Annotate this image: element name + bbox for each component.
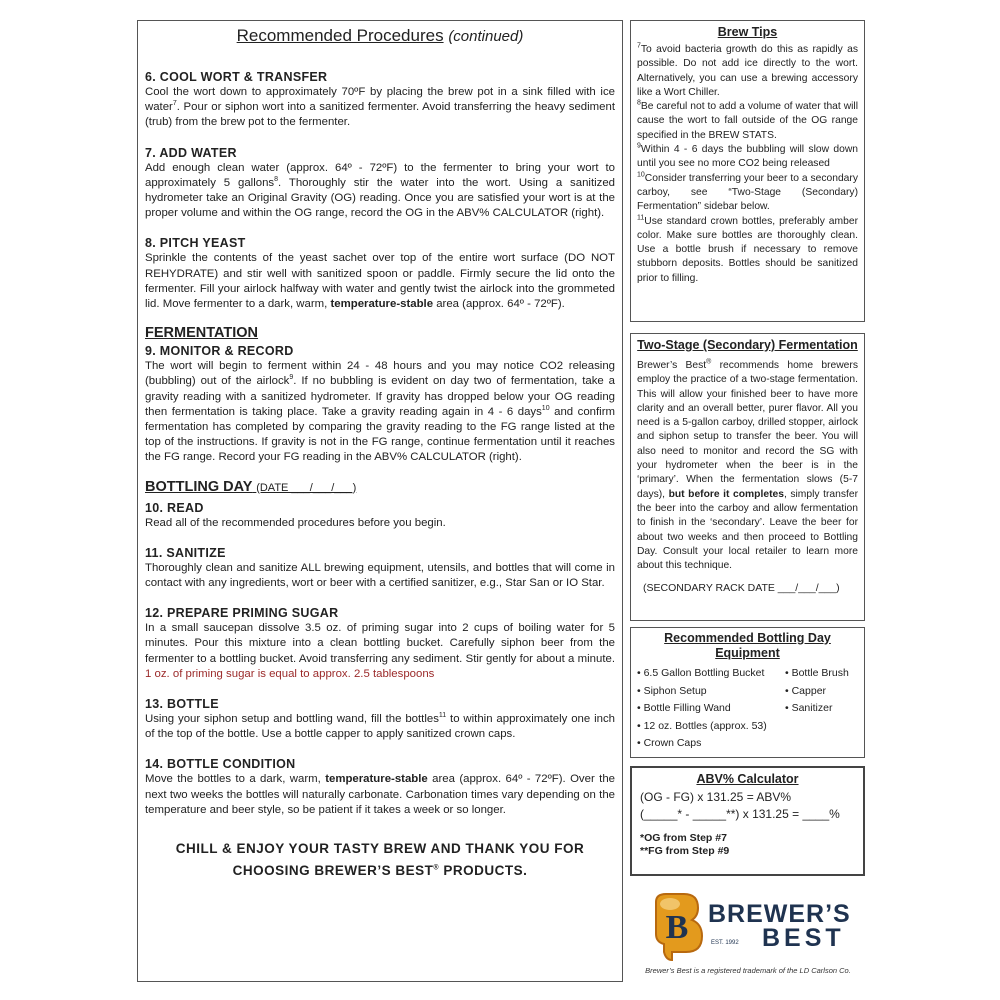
list-item: • 6.5 Gallon Bottling Bucket xyxy=(637,667,765,679)
priming-sugar-note: 1 oz. of priming sugar is equal to approx. 2.5 tablespoons xyxy=(145,667,435,680)
abv-title: ABV% Calculator xyxy=(696,772,799,786)
brew-tips-title: Brew Tips xyxy=(717,25,778,39)
step-body: Add enough clean water (approx. 64º - 72ºF) to the fermenter to bring your wort to approximately 5 gallons$^8$. Thoroughly stir the water into the wort. Using a sanitized hydrometer take an Original Gravity (OG) reading. Once you are satisfied your wort is at the proper volume and within the OG range, record the OG in the ABV% CALCULATOR (right). xyxy=(145,161,616,220)
equipment-panel xyxy=(630,627,865,758)
brew-tip: $^8$Be careful not to add a volume of water that will cause the wort to fall outside of the OG range specified in the BREW STATS. xyxy=(637,99,858,141)
list-item: • Siphon Setup xyxy=(637,684,707,697)
step-11 xyxy=(145,546,615,591)
brew-tips-panel xyxy=(630,20,865,322)
two-stage-title: Two-Stage (Secondary) Fermentation xyxy=(637,338,858,352)
step-heading: 6. COOL WORT & TRANSFER xyxy=(145,70,328,84)
step-9 xyxy=(145,344,615,465)
logo-word-best: BEST xyxy=(762,924,845,952)
procedures-panel xyxy=(137,20,623,982)
logo-badge-letter: B xyxy=(665,909,689,946)
step-7 xyxy=(145,146,615,222)
brew-tip: $^9$Within 4 - 6 days the bubbling will slow down until you see no more CO2 being released xyxy=(637,142,858,170)
equipment-list-right xyxy=(785,665,849,753)
secondary-rack-date-field: (SECONDARY RACK DATE ___/___/___) xyxy=(643,582,840,595)
step-heading: 8. PITCH YEAST xyxy=(145,236,246,251)
step-body: The wort will begin to ferment within 24 - 48 hours and you may notice CO2 releasing (bubbling) out of the airlock$^9$. If no bubbling is evident on day two of fermentation, take a gravity reading with a sanitized hydrometer. If gravity has dropped below your OG reading then fermentation is taking place. Take a gravity reading again in 4 - 6 days$^{10}$ and confirm fermentation has completed by comparing the gravity reading to the FG range listed at the top of the instructions. If gravity is not in the FG range, continue fermentation until it reaches the FG range. Record your FG reading in the ABV% CALCULATOR (right). xyxy=(145,360,615,464)
step-heading: 14. BOTTLE CONDITION xyxy=(145,757,296,772)
section-bottling-day: BOTTLING DAY (DATE ___/___/___) xyxy=(145,478,357,495)
step-12 xyxy=(145,606,615,682)
step-8 xyxy=(145,236,615,312)
step-heading: 7. ADD WATER xyxy=(145,145,237,160)
step-heading: 11. SANITIZE xyxy=(145,545,226,560)
step-body: Using your siphon setup and bottling wand, fill the bottles$^{11}$ to within approximately one inch of the top of the bottle. Use a bottle capper to apply sanitized crown caps. xyxy=(145,712,615,741)
step-heading: 12. PREPARE PRIMING SUGAR xyxy=(145,606,339,621)
list-item: • Capper xyxy=(785,684,827,697)
abv-fill-in-line[interactable]: (_____* - _____**) x 131.25 = ____% xyxy=(640,807,840,821)
abv-formula: (OG - FG) x 131.25 = ABV% xyxy=(640,790,792,804)
brew-tip: $^{10}$Consider transferring your beer to a secondary carboy, see “Two-Stage (Secondary) Fermentation” sidebar below. xyxy=(637,171,858,213)
list-item: • Crown Caps xyxy=(637,737,702,749)
fg-note: **FG from Step #9 xyxy=(640,845,730,857)
og-note: *OG from Step #7 xyxy=(640,832,727,844)
list-item: • 12 oz. Bottles (approx. 53) xyxy=(637,719,767,732)
two-stage-fermentation-panel xyxy=(630,333,865,621)
logo-est: EST. 1992 xyxy=(711,940,739,946)
list-item: • Bottle Filling Wand xyxy=(637,702,731,714)
step-body: Read all of the recommended procedures before you begin. xyxy=(145,516,446,529)
two-stage-body: Brewer’s Best® recommends home brewers employ the practice of a two-stage fermentation. This will allow your finished beer to have more clarity and an overall better, purer flavor. All you need is a 5-gallon carboy, drilled stopper, airlock and siphon setup to transfer the beer. You will also need to monitor and record the SG with your hydrometer when the beer is in the ‘primary’. When the fermentation slows (5-7 days), but before it completes, simply transfer the beer into the carboy and allow fermentation to finish in the ‘secondary’. Leave the beer for about two weeks and then proceed to Bottling Day. Consult your local retailer to learn more about this technique. xyxy=(637,358,858,572)
step-10 xyxy=(145,501,615,531)
step-body: Move the bottles to a dark, warm, temperature-stable area (approx. 64º - 72ºF). Over the next two weeks the bottles will naturally carbonate. Carbonation times vary depending on the temperature and beer style, so be patient if it takes a week or so longer. xyxy=(145,773,615,816)
step-body: Cool the wort down to approximately 70ºF by placing the brew pot in a sink filled with ice water$^7$. Pour or siphon wort into a sanitized fermenter. Avoid transferring the heavy sediment (trub) from the brew pot to the fermenter. xyxy=(145,86,615,129)
step-heading: 10. READ xyxy=(145,500,204,515)
abv-calculator-panel xyxy=(630,766,865,876)
brew-tip: $^7$To avoid bacteria growth do this as rapidly as possible. Do not add ice directly to the wort. Alternatively, you can use a brewing accessory like a Wort Chiller. xyxy=(637,42,858,98)
step-body: Sprinkle the contents of the yeast sachet over top of the entire wort surface (DO NOT REHYDRATE) and stir well with sanitized spoon or paddle. Firmly secure the lid onto the fermenter. Fill your airlock halfway with water and gently twist the airlock into the grommeted lid. Move fermenter to a dark, warm, temperature-stable area (approx. 64º - 72ºF). xyxy=(145,252,615,311)
page-title xyxy=(145,25,615,48)
title-main: Recommended Procedures xyxy=(236,26,444,45)
equipment-list-left xyxy=(637,665,785,753)
step-body: Thoroughly clean and sanitize ALL brewing equipment, utensils, and bottles that will come in contact with any ingredients, wort or beer with a certified sanitizer, e.g., Star San or IO Star. xyxy=(145,561,615,590)
equipment-title: Recommended Bottling Day Equipment xyxy=(664,631,831,660)
section-fermentation: FERMENTATION xyxy=(145,325,259,342)
bottling-date-field: (DATE ___/___/___) xyxy=(256,481,357,494)
step-6 xyxy=(145,70,615,131)
step-body: In a small saucepan dissolve 3.5 oz. of priming sugar into 2 cups of boiling water for 5 minutes. Pour this mixture into a clean bottling bucket. Carefully siphon beer from the fermenter to a bottling bucket. Avoid transferring any sediment. Stir gently for about a minute. 1 oz. of priming sugar is equal to approx. 2.5 tablespoons xyxy=(145,622,615,680)
step-heading: 13. BOTTLE xyxy=(145,697,219,712)
logo-word-brewers: BREWER’S xyxy=(708,900,851,928)
step-heading: 9. MONITOR & RECORD xyxy=(145,344,294,359)
title-continued: (continued) xyxy=(448,28,524,45)
trademark-notice: Brewer’s Best is a registered trademark of the LD Carlson Co. xyxy=(645,966,851,975)
step-14 xyxy=(145,757,615,818)
brew-tip: $^{11}$Use standard crown bottles, preferably amber color. Make sure bottles are thoroughly clean. Use a bottle brush if necessary to remove stubborn deposits. Bottles should be sanitized prior to filling. xyxy=(637,214,858,284)
closing-message: CHILL & ENJOY YOUR TASTY BREW AND THANK YOU FOR CHOOSING BREWER’S BEST® PRODUCTS. xyxy=(175,841,585,879)
list-item: • Bottle Brush xyxy=(785,667,849,679)
step-13 xyxy=(145,697,615,742)
brewers-best-logo xyxy=(650,890,860,962)
list-item: • Sanitizer xyxy=(785,702,833,714)
